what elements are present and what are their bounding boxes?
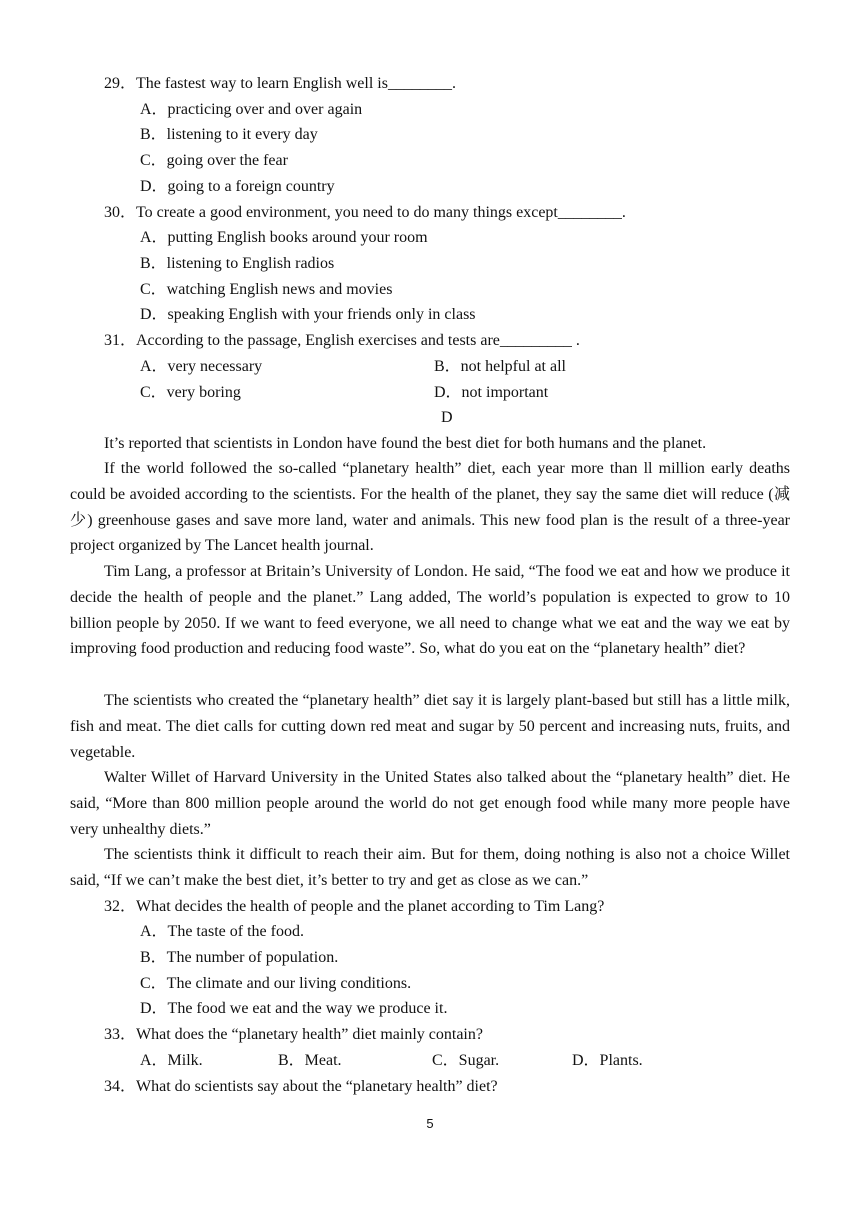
question-30-option-b: B．listening to English radios [140,255,335,272]
question-31-option-a: A．very necessary [140,358,263,375]
question-29-option-a: A．practicing over and over again [140,101,363,118]
question-31-option-b: B．not helpful at all [434,358,566,375]
page-number: 5 [426,1116,434,1131]
question-32-option-c: C．The climate and our living conditions. [140,975,412,992]
passage-paragraph-1: It’s reported that scientists in London have found the best diet for both humans and the planet. [104,435,707,452]
question-33-option-d: D．Plants. [572,1052,643,1069]
question-29-option-b: B．listening to it every day [140,126,318,143]
question-32-option-b: B．The number of population. [140,949,339,966]
passage-paragraph-3: Tim Lang, a professor at Britain’s University of London. He said, “The food we eat and how we produce it decide the health of people and the planet.” Lang added, The world’s population is expected to grow to 10 billion people by 2050. If we want to feed everyone, we all need to change what we eat and the way we eat by improving food production and reducing food waste”. So, what do you eat on the “planetary health” diet? [70,563,790,658]
section-heading-d: D [441,409,453,426]
question-33-option-c: C．Sugar. [432,1052,500,1069]
question-29-option-d: D．going to a foreign country [140,178,335,195]
question-33-option-a: A．Milk. [140,1052,203,1069]
question-30-stem: 30．To create a good environment, you need to do many things except________. [104,204,626,221]
passage-paragraph-5: Walter Willet of Harvard University in the United States also talked about the “planetary health” diet. He said, “More than 800 million people around the world do not get enough food while many more people have very unhealthy diets.” [70,769,790,838]
question-29-option-c: C．going over the fear [140,152,288,169]
question-32-stem: 32．What decides the health of people and the planet according to Tim Lang? [104,898,605,915]
question-33-option-b: B．Meat. [278,1052,342,1069]
question-29-stem: 29．The fastest way to learn English well is________. [104,75,456,92]
question-34-stem: 34．What do scientists say about the “planetary health” diet? [104,1078,498,1095]
passage-paragraph-6: The scientists think it difficult to reach their aim. But for them, doing nothing is also not a choice Willet said, “If we can’t make the best diet, it’s better to try and get as close as we can.” [70,846,790,889]
question-32-option-d: D．The food we eat and the way we produce it. [140,1000,448,1017]
question-31-stem: 31．According to the passage, English exercises and tests are_________ . [104,332,580,349]
question-33-stem: 33．What does the “planetary health” diet mainly contain? [104,1026,483,1043]
question-31-option-c: C．very boring [140,384,241,401]
question-31-option-d: D．not important [434,384,549,401]
passage-paragraph-2: If the world followed the so-called “planetary health” diet, each year more than ll million early deaths could be avoided according to the scientists. For the health of the planet, they say the same diet will reduce (减少) greenhouse gases and save more land, water and animals. This new food plan is the result of a three-year project organized by The Lancet health journal. [70,460,790,555]
question-30-option-d: D．speaking English with your friends only in class [140,306,476,323]
passage-paragraph-4: The scientists who created the “planetary health” diet say it is largely plant-based but still has a little milk, fish and meat. The diet calls for cutting down red meat and sugar by 50 percent and increasing nuts, fruits, and vegetable. [70,692,790,761]
question-30-option-c: C．watching English news and movies [140,281,393,298]
question-30-option-a: A．putting English books around your room [140,229,428,246]
question-32-option-a: A．The taste of the food. [140,923,304,940]
